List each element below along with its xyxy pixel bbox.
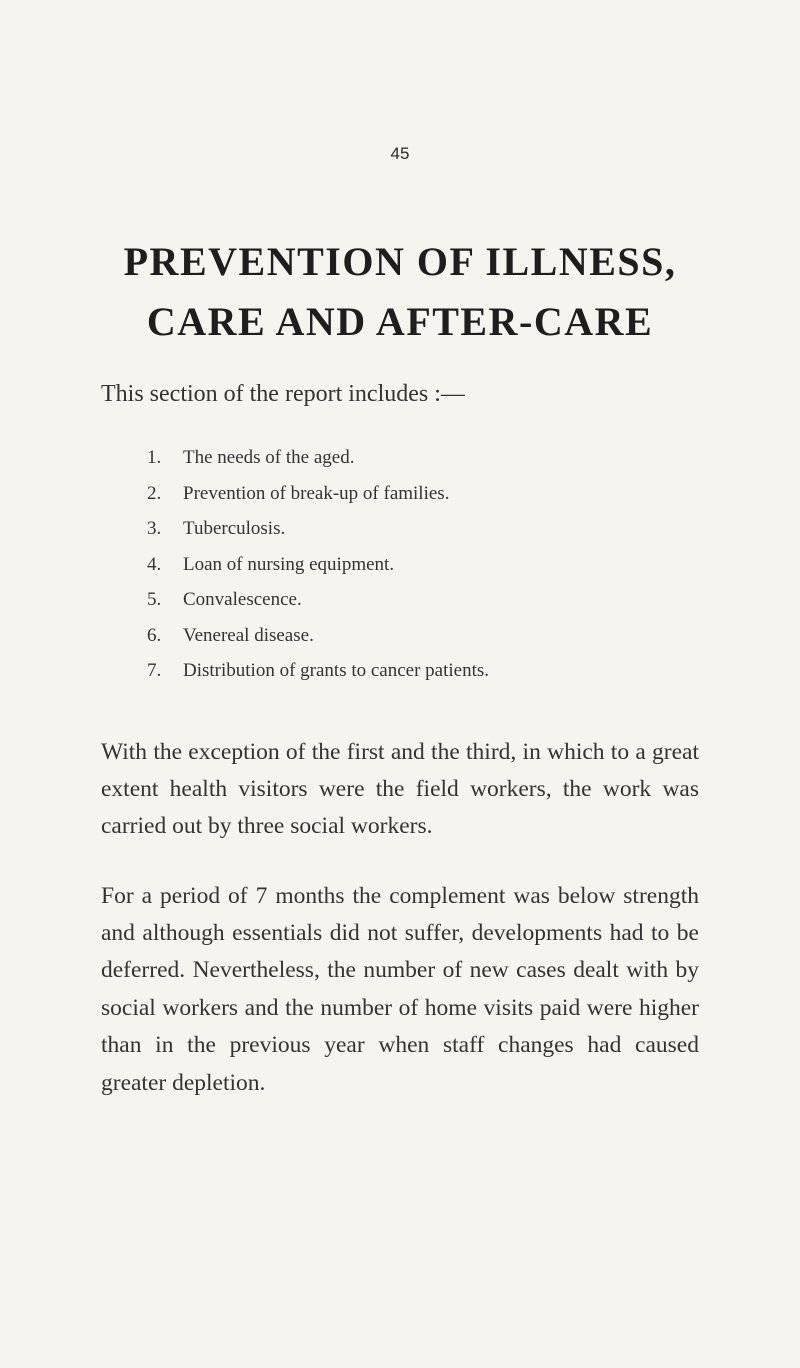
list-item-number: 4. — [147, 553, 162, 575]
body-paragraph-2: For a period of 7 months the complement was below strength and although essentials did not suffer, developments had to be deferred. Nevertheless, the number of new cases dealt with by social workers and the number of home visits paid were higher than in the previous year when staff changes had caused greater depletion. — [101, 882, 699, 1096]
list-item-text: Loan of nursing equipment. — [183, 553, 395, 575]
list-item-text: Convalescence. — [183, 589, 302, 610]
list-item — [147, 653, 489, 689]
list-item-text: Prevention of break-up of families. — [183, 482, 450, 504]
list-item-number: 3. — [147, 518, 162, 539]
list-item-text: Tuberculosis. — [183, 518, 286, 539]
list-item — [147, 511, 489, 547]
page-title — [0, 232, 800, 352]
list-item — [147, 582, 489, 618]
list-item-number: 1. — [147, 447, 162, 468]
page-number: 45 — [390, 144, 410, 163]
body-paragraph-1: With the exception of the first and the third, in which to a great extent health visitors were the field workers, the work was carried out by three social workers. — [101, 738, 699, 840]
list-item-number: 7. — [147, 660, 162, 681]
list-item — [147, 476, 489, 512]
title-line-1: PREVENTION OF ILLNESS, — [123, 239, 677, 284]
list-item — [147, 440, 489, 476]
title-line-2: CARE AND AFTER-CARE — [146, 299, 654, 344]
list-item-text: The needs of the aged. — [183, 447, 355, 468]
list-item — [147, 547, 489, 583]
list-item-number: 6. — [147, 624, 162, 646]
list-item-number: 2. — [147, 482, 162, 504]
list-item — [147, 618, 489, 654]
intro-text: This section of the report includes :— — [101, 381, 465, 407]
section-contents-list — [147, 440, 489, 689]
list-item-text: Venereal disease. — [183, 624, 314, 646]
list-item-number: 5. — [147, 589, 162, 610]
list-item-text: Distribution of grants to cancer patients. — [183, 660, 490, 681]
